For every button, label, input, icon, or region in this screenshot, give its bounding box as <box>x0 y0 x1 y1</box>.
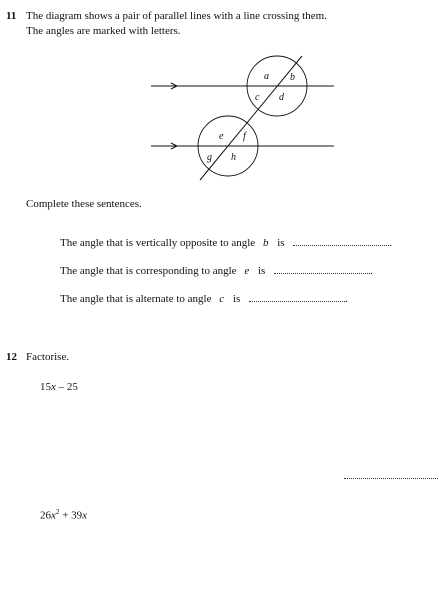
sentence-1-answer-line[interactable] <box>293 237 389 246</box>
angle-label-h: h <box>231 152 236 163</box>
sentence-1-letter: b <box>262 237 269 249</box>
angle-circle-top <box>247 56 307 116</box>
expression-1-coef: 15 <box>40 381 51 393</box>
sentence-2-text: The angle that is corresponding to angle <box>60 265 237 277</box>
expression-2-coef: 26 <box>40 509 51 522</box>
angle-label-e: e <box>219 131 224 142</box>
sentence-1 <box>60 237 392 249</box>
expression-1-var: x <box>51 381 56 393</box>
sentence-1-is: is <box>277 237 285 249</box>
parallel-arrow-bottom-icon <box>171 143 177 149</box>
sentence-2-answer-line[interactable] <box>274 265 370 274</box>
sentence-3-letter: c <box>219 293 225 305</box>
sentence-3-end: . <box>344 293 348 305</box>
sentence-2-is: is <box>257 265 266 277</box>
expression-2-mid: + 39 <box>59 509 83 522</box>
transversal-line <box>200 56 302 180</box>
sentence-2-letter: e <box>244 265 250 277</box>
expression-2-exponent: 2 <box>55 508 60 516</box>
angle-label-g: g <box>207 152 212 163</box>
complete-sentences-prompt: Complete these sentences. <box>26 198 142 210</box>
sentence-3-is: is <box>232 293 241 305</box>
angle-label-d: d <box>279 92 284 103</box>
expression-1 <box>40 381 78 393</box>
question-12-number: 12 <box>6 351 17 363</box>
parallel-arrow-top-icon <box>171 83 177 89</box>
question-12-prompt: Factorise. <box>26 351 70 363</box>
angle-label-f: f <box>243 131 246 142</box>
sentence-1-text: The angle that is vertically opposite to angle <box>60 237 256 249</box>
sentence-3 <box>60 293 348 305</box>
expression-2-var1: x <box>51 509 56 522</box>
angle-circle-bottom <box>198 116 258 176</box>
sentence-1-end: . <box>389 237 393 249</box>
sentence-3-answer-line[interactable] <box>249 293 345 302</box>
sentence-2 <box>60 265 373 277</box>
question-11-number: 11 <box>6 10 17 22</box>
sentence-3-text: The angle that is alternate to angle <box>60 293 212 305</box>
sentence-2-end: . <box>370 265 373 277</box>
question-11-intro-line1: The diagram shows a pair of parallel lines with a line crossing them. <box>26 10 327 22</box>
expression-2-var2: x <box>82 509 87 522</box>
angle-label-a: a <box>264 71 269 82</box>
expression-1-rest: – 25 <box>55 381 78 393</box>
expression-1-answer-line[interactable] <box>344 470 438 479</box>
angle-label-c: c <box>255 92 260 103</box>
expression-2 <box>40 508 87 522</box>
question-11-intro-line2: The angles are marked with letters. <box>26 25 181 37</box>
angle-label-b: b <box>290 72 295 83</box>
